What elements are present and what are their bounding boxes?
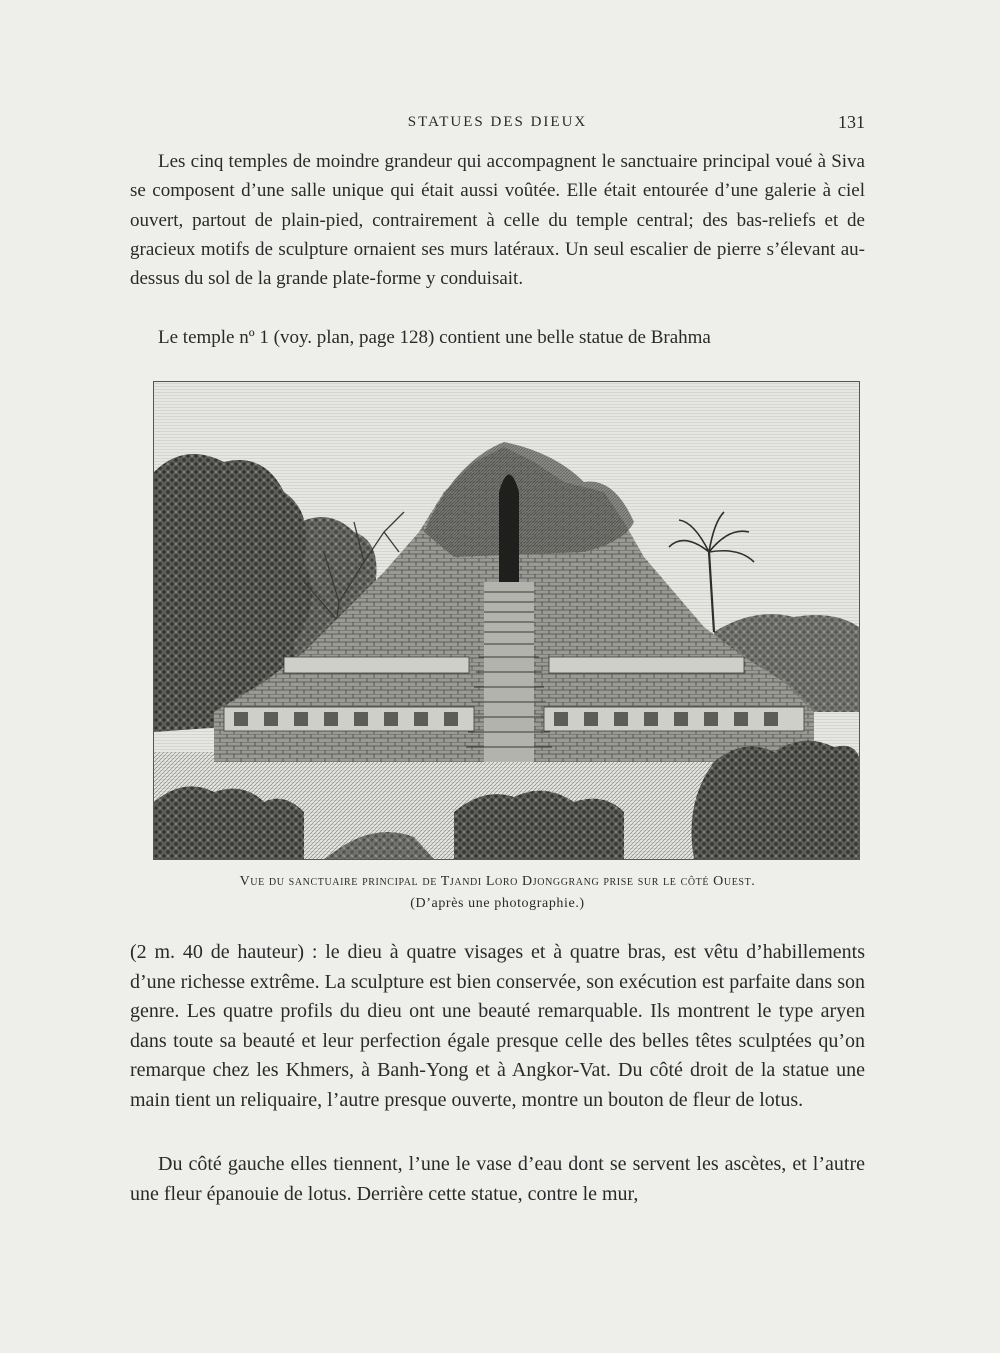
paragraph-3: (2 m. 40 de hauteur) : le dieu à quatre visages et à quatre bras, est vêtu d’habillements d’une richesse extrême. La sculpture est bien conservée, son exécution est parfaite dans son genre. Les quatre profils du dieu ont une beauté remarquable. Ils montrent le type aryen dans toute sa beauté et leur perfection égale presque celle des belles têtes sculptées qu’on remarque chez les Khmers, à Banh-Yong et à Angkor-Vat. Du côté droit de la statue une main tient un reliquaire, l’autre presque ouverte, montre un bouton de fleur de lotus.	[130, 941, 865, 1111]
figure-credit: (D’après une photographie.)	[410, 896, 585, 911]
paragraph-4-text: Du côté gauche elles tiennent, l’une le vase d’eau dont se servent les ascètes, et l’autre une fleur épanouie de lotus. Derrière cette statue, contre le mur,	[130, 1153, 865, 1205]
paragraph-1	[130, 147, 865, 293]
temple-engraving	[153, 381, 860, 860]
temple-engraving-image	[154, 382, 859, 859]
paragraph-2	[130, 323, 865, 352]
page-number: 131	[838, 112, 865, 132]
figure-caption: Vue du sanctuaire principal de Tjandi Loro Djonggrang prise sur le côté Ouest.	[239, 874, 756, 889]
running-head	[130, 112, 865, 136]
paragraph-4	[130, 1150, 865, 1209]
running-title: STATUES DES DIEUX	[407, 114, 588, 130]
paragraph-1-text: Les cinq temples de moindre grandeur qui accompagnent le sanctuaire principal voué à Siva se composent d’une salle unique qui était aussi voûtée. Elle était entourée d’une galerie à ciel ouvert, partout de plain-pied, contrairement à celle du temple central; des bas-reliefs et de gracieux motifs de sculpture ornaient ses murs latéraux. Un seul escalier de pierre s’élevant au-dessus du sol de la grande plate-forme y conduisait.	[130, 151, 865, 290]
paragraph-2-text: Le temple nº 1 (voy. plan, page 128) contient une belle statue de Brahma	[158, 327, 711, 348]
